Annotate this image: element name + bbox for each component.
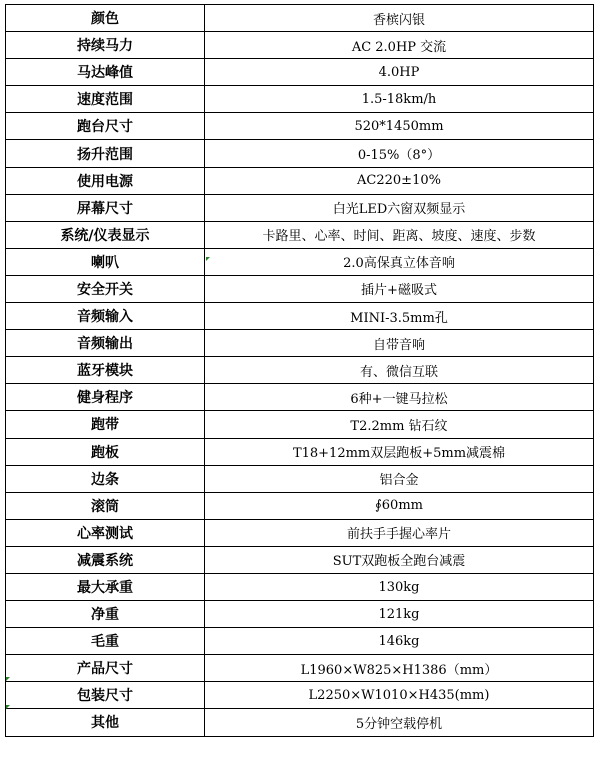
spec-value: 前扶手手握心率片 [205,519,594,546]
spec-label: 使用电源 [6,167,205,194]
spec-label: 马达峰值 [6,59,205,86]
spec-row [6,438,594,465]
spec-row [6,194,594,221]
spec-row [6,384,594,411]
spec-row [6,628,594,655]
spec-label: 净重 [6,601,205,628]
spec-value: T2.2mm 钻石纹 [205,411,594,438]
spec-value: 4.0HP [205,59,594,86]
cell-marker-speaker [206,257,210,261]
spec-label: 蓝牙模块 [6,357,205,384]
spec-table-body [6,5,594,737]
cell-marker-product-size [6,677,10,681]
spec-row [6,32,594,59]
spec-label: 最大承重 [6,573,205,600]
spec-row [6,519,594,546]
spec-value: L2250×W1010×H435(mm) [205,682,594,709]
cell-marker-package-size [6,705,10,709]
spec-value: 自带音响 [205,330,594,357]
spec-row [6,655,594,682]
spec-row [6,59,594,86]
spec-table [5,4,594,737]
spec-label: 产品尺寸 [6,655,205,682]
spec-row [6,5,594,32]
spec-value: 1.5-18km/h [205,86,594,113]
spec-row [6,357,594,384]
spec-label: 跑带 [6,411,205,438]
spec-label: 心率测试 [6,519,205,546]
spec-value: 6种+一键马拉松 [205,384,594,411]
spec-row [6,248,594,275]
spec-row [6,86,594,113]
spec-value: 2.0高保真立体音响 [205,248,594,275]
spec-label: 安全开关 [6,275,205,302]
spec-label: 持续马力 [6,32,205,59]
spec-row [6,330,594,357]
spec-label: 边条 [6,465,205,492]
spec-value: 卡路里、心率、时间、距离、坡度、速度、步数 [205,221,594,248]
spec-label: 跑板 [6,438,205,465]
spec-value: 121kg [205,601,594,628]
spec-value: 白光LED六窗双频显示 [205,194,594,221]
spec-row [6,113,594,140]
spec-row [6,411,594,438]
spec-row [6,546,594,573]
spec-label: 跑台尺寸 [6,113,205,140]
spec-label: 扬升范围 [6,140,205,167]
spec-value: 520*1450mm [205,113,594,140]
spec-value: T18+12mm双层跑板+5mm减震棉 [205,438,594,465]
spec-row [6,601,594,628]
spec-value: 插片+磁吸式 [205,275,594,302]
spec-row [6,573,594,600]
spec-value: 铝合金 [205,465,594,492]
spec-value: SUT双跑板全跑台减震 [205,546,594,573]
spec-value: 香槟闪银 [205,5,594,32]
spec-value: MINI-3.5mm孔 [205,303,594,330]
spec-label: 系统/仪表显示 [6,221,205,248]
spec-value: 0-15%（8°） [205,140,594,167]
spec-row [6,167,594,194]
spec-label: 音频输入 [6,303,205,330]
spec-label: 音频输出 [6,330,205,357]
spec-label: 毛重 [6,628,205,655]
spec-value: 有、微信互联 [205,357,594,384]
spec-label: 喇叭 [6,248,205,275]
spec-value: 5分钟空载停机 [205,709,594,736]
spec-label: 包装尺寸 [6,682,205,709]
spec-label: 其他 [6,709,205,736]
spec-row [6,492,594,519]
spec-row [6,140,594,167]
spec-value: ∮60mm [205,492,594,519]
spec-value: L1960×W825×H1386（mm） [205,655,594,682]
spec-label: 速度范围 [6,86,205,113]
spec-label: 健身程序 [6,384,205,411]
spec-label: 减震系统 [6,546,205,573]
spec-row [6,465,594,492]
spec-value: 146kg [205,628,594,655]
spec-row [6,303,594,330]
spec-row [6,221,594,248]
spec-value: AC220±10% [205,167,594,194]
spec-label: 颜色 [6,5,205,32]
spec-label: 屏幕尺寸 [6,194,205,221]
spec-row [6,682,594,709]
spec-row [6,275,594,302]
spec-row [6,709,594,736]
spec-value: 130kg [205,573,594,600]
spec-label: 滚筒 [6,492,205,519]
spec-value: AC 2.0HP 交流 [205,32,594,59]
